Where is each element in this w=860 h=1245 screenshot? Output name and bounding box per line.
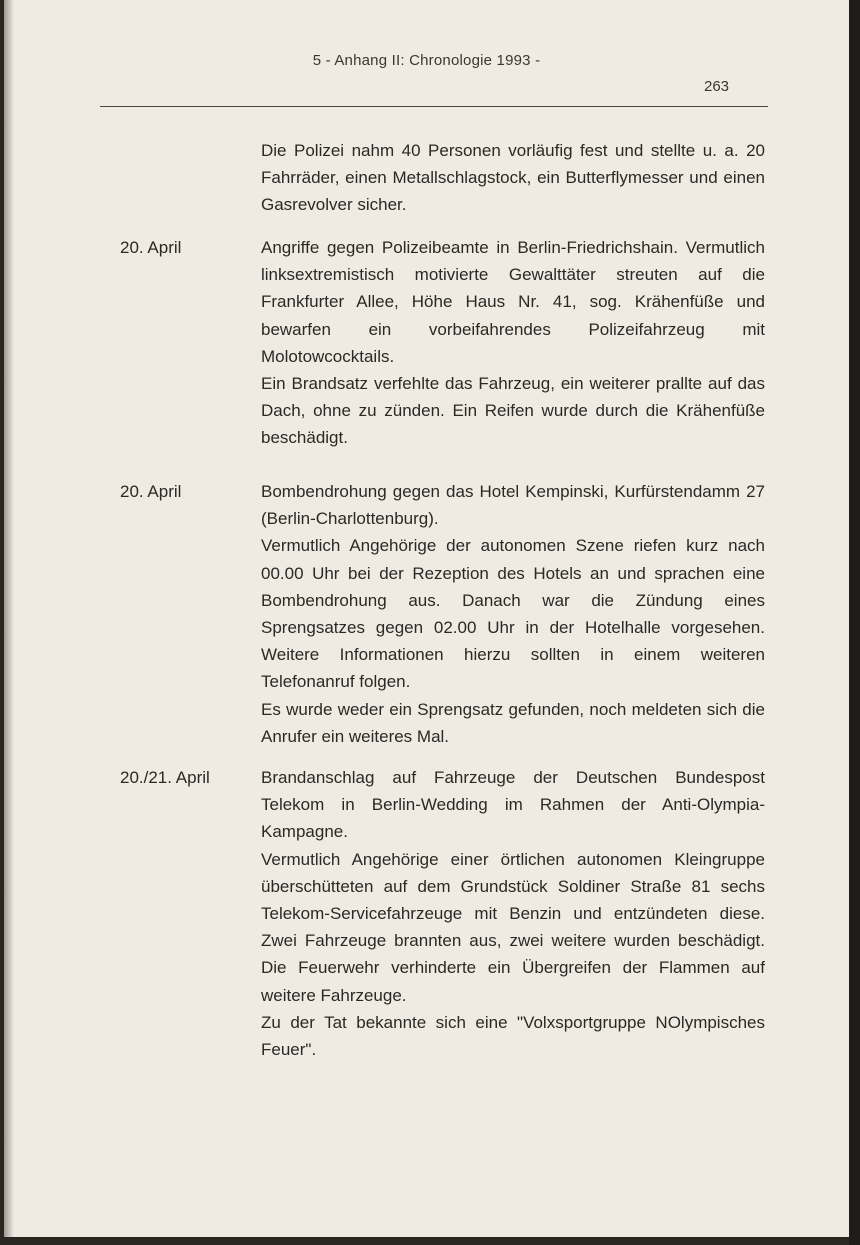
entry-text	[261, 234, 765, 452]
entry-date: 20. April	[120, 238, 182, 257]
entry-text	[261, 478, 765, 750]
entry-paragraph: Zu der Tat bekannte sich eine "Volxsportgruppe NOlympisches Feuer".	[261, 1012, 765, 1060]
scan-border	[849, 0, 860, 1245]
entry-paragraph: Brandanschlag auf Fahrzeuge der Deutschen Bundespost Telekom in Berlin-Wedding im Rahmen der Anti-Olympia-Kampagne.	[261, 768, 765, 842]
entry-paragraph: Es wurde weder ein Sprengsatz gefunden, noch meldeten sich die Anrufer ein weiteres Mal.	[261, 699, 765, 746]
entry-paragraph: Vermutlich Angehörige einer örtlichen autonomen Kleingruppe überschütteten auf dem Grundstück Soldiner Straße 81 sechs Telekom-Servicefahrzeuge mit Benzin und entzündeten diese. Zwei Fahrzeuge brannten aus, zwei weitere wurden beschädigt. Die Feuerwehr verhinderte ein Übergreifen der Flammen auf weitere Fahrzeuge.	[261, 849, 765, 1005]
entry-text	[261, 764, 765, 1063]
entry-date: 20. April	[120, 482, 182, 501]
intro-paragraph: Die Polizei nahm 40 Personen vorläufig fest und stellte u. a. 20 Fahrräder, einen Metallschlagstock, ein Butterflymesser und einen Gasrevolver sicher.	[261, 141, 765, 215]
document-page	[4, 0, 849, 1237]
running-header: 5 - Anhang II: Chronologie 1993 -	[312, 52, 541, 69]
entry-paragraph: Vermutlich Angehörige der autonomen Szene riefen kurz nach 00.00 Uhr bei der Rezeption des Hotels an und sprachen eine Bombendrohung aus. Danach war die Zündung eines Sprengsatzes gegen 02.00 Uhr in der Hotelhalle vorgesehen. Weitere Informationen hierzu sollten in einem weiteren Telefonanruf folgen.	[261, 536, 765, 692]
header-rule	[100, 106, 768, 107]
page-number: 263	[704, 78, 730, 95]
entry-paragraph: Ein Brandsatz verfehlte das Fahrzeug, ein weiterer prallte auf das Dach, ohne zu zünden. Ein Reifen wurde durch die Krähenfüße beschädigt.	[261, 374, 765, 448]
entry-paragraph: Angriffe gegen Polizeibeamte in Berlin-Friedrichshain. Vermutlich linksextremistisch motivierte Gewalttäter streuten auf die Frankfurter Allee, Höhe Haus Nr. 41, sog. Krähenfüße und bewarfen ein vorbeifahrendes Polizeifahrzeug mit Molotowcocktails.	[261, 238, 765, 366]
entry-paragraph: Bombendrohung gegen das Hotel Kempinski, Kurfürstendamm 27 (Berlin-Charlottenburg).	[261, 482, 765, 529]
page-edge-shadow	[4, 0, 14, 1237]
entry-date: 20./21. April	[120, 768, 210, 787]
intro-text	[261, 137, 765, 219]
